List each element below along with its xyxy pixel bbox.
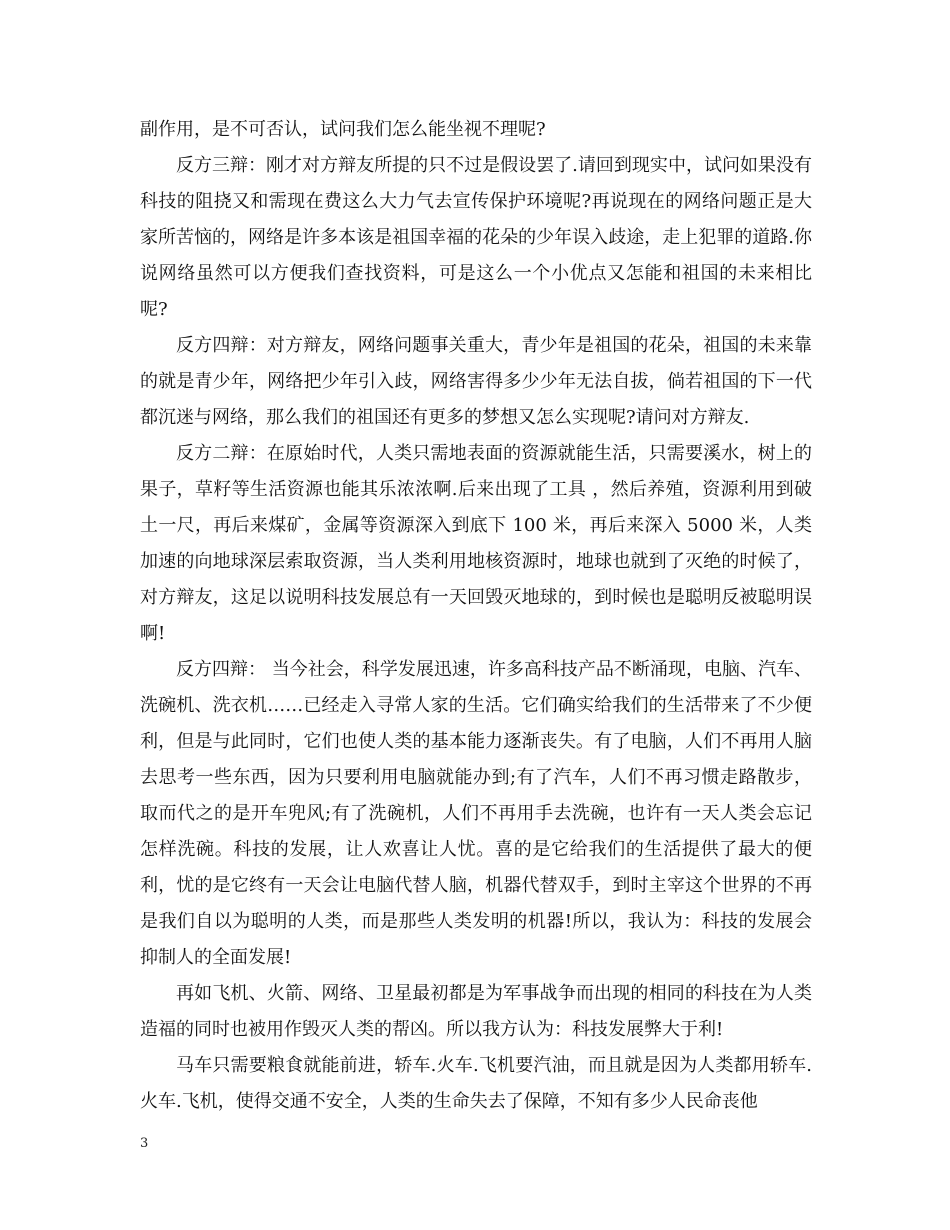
page-number: 3 xyxy=(140,1136,149,1151)
paragraph-rebuttal-fourth-speaker: 反方四辩：对方辩友，网络问题事关重大，青少年是祖国的花朵，祖国的未来靠的就是青少年，网络把少年引入歧，网络害得多少少年无法自拔，倘若祖国的下一代都沉迷与网络，那么我们的祖国还有更多的梦想又怎么实现呢?请问对方辩友. xyxy=(140,335,812,428)
paragraph-rebuttal-fourth-speaker-2: 反方四辩： 当今社会，科学发展迅速，许多高科技产品不断涌现，电脑、汽车、洗碗机、洗衣机……已经走入寻常人家的生活。它们确实给我们的生活带来了不少便利，但是与此同时，它们也使人类的基本能力逐渐丧失。有了电脑，人们不再用人脑去思考一些东西，因为只要利用电脑就能办到;有了汽车，人们不再习惯走路散步，取而代之的是开车兜风;有了洗碗机，人们不再用手去洗碗，也许有一天人类会忘记怎样洗碗。科技的发展，让人欢喜让人忧。喜的是它给我们的生活提供了最大的便利，忧的是它终有一天会让电脑代替人脑，机器代替双手，到时主宰这个世界的不再是我们自以为聪明的人类，而是那些人类发明的机器!所以，我认为：科技的发展会抑制人的全面发展! xyxy=(140,659,812,968)
paragraph-rebuttal-third-speaker: 反方三辩：刚才对方辩友所提的只不过是假设罢了.请回到现实中，试问如果没有科技的阻挠又和需现在费这么大力气去宣传保护环境呢?再说现在的网络问题正是大家所苦恼的，网络是许多本该是祖国幸福的花朵的少年误入歧途，走上犯罪的道路.你说网络虽然可以方便我们查找资料，可是这么一个小优点又怎能和祖国的未来相比呢? xyxy=(140,155,812,320)
document-body xyxy=(140,112,812,1120)
paragraph-military-technology: 再如飞机、火箭、网络、卫星最初都是为军事战争而出现的相同的科技在为人类造福的同时也被用作毁灭人类的帮凶。所以我方认为：科技发展弊大于利! xyxy=(140,983,812,1040)
paragraph-continuation: 副作用，是不可否认，试问我们怎么能坐视不理呢? xyxy=(140,119,546,140)
paragraph-transportation: 马车只需要粮食就能前进，轿车.火车.飞机要汽油，而且就是因为人类都用轿车.火车.飞机，使得交通不安全，人类的生命失去了保障，不知有多少人民命丧他 xyxy=(140,1055,812,1112)
paragraph-rebuttal-second-speaker: 反方二辩：在原始时代，人类只需地表面的资源就能生活，只需要溪水，树上的果子，草籽等生活资源也能其乐浓浓啊.后来出现了工具 ，然后养殖，资源利用到破土一尺，再后来煤矿，金属等资源深入到底下 100 米，再后来深入 5000 米，人类加速的向地球深层索取资源，当人类利用地核资源时，地球也就到了灭绝的时候了，对方辩友，这足以说明科技发展总有一天回毁灭地球的，到时候也是聪明反被聪明误啊! xyxy=(140,443,812,644)
